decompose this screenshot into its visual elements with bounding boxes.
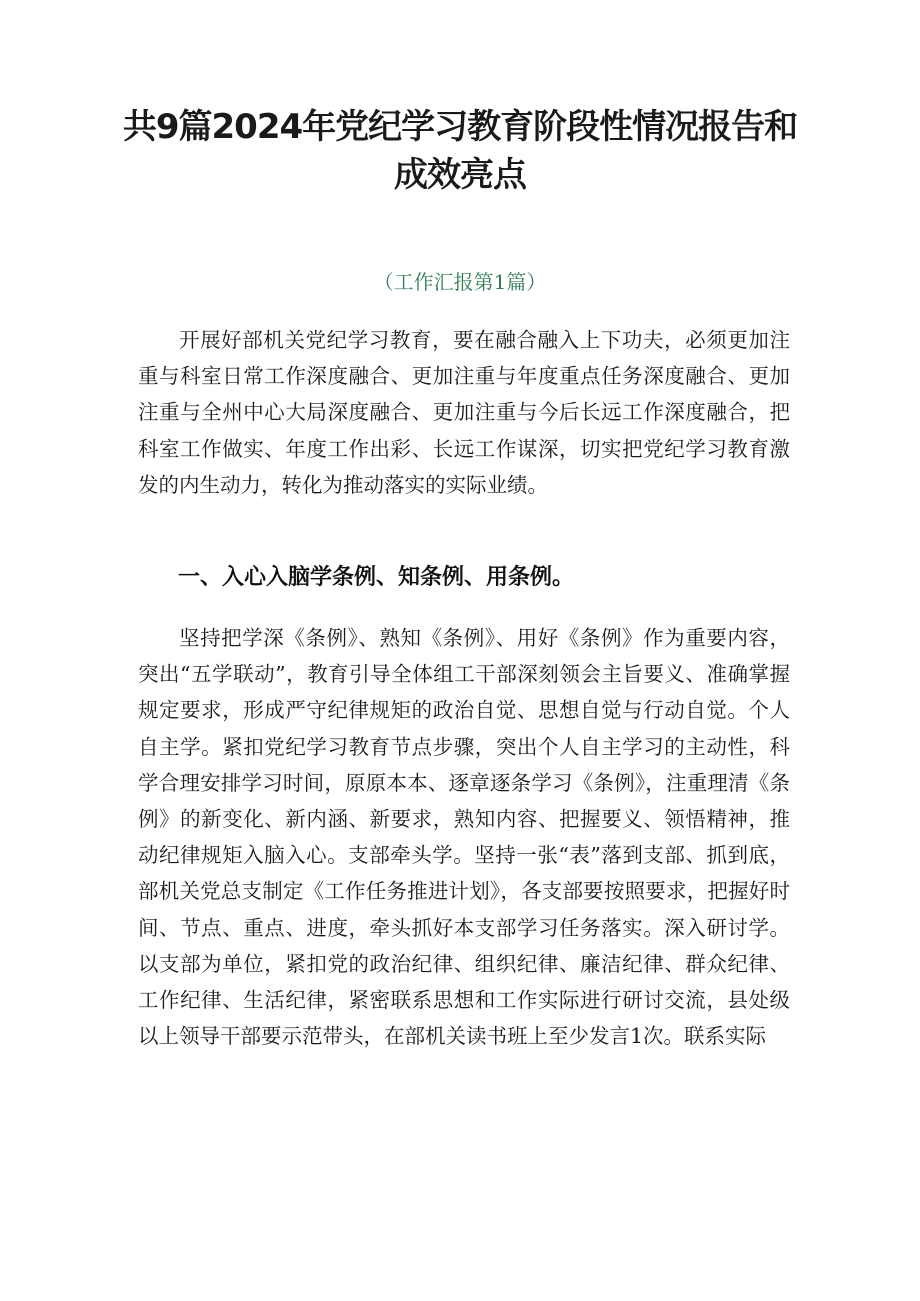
body-paragraph: 坚持把学深《条例》、熟知《条例》、用好《条例》作为重要内容，突出“五学联动”，教育引导全体组工干部深刻领会主旨要义、准确掌握规定要求，形成严守纪律规矩的政治自觉、思想自觉与行动自觉。个人自主学。紧扣党纪学习教育节点步骤，突出个人自主学习的主动性，科学合理安排学习时间，原原本本、逐章逐条学习《条例》，注重理清《条例》的新变化、新内涵、新要求，熟知内容、把握要义、领悟精神，推动纪律规矩入脑入心。支部牵头学。坚持一张“表”落到支部、抓到底，部机关党总支制定《工作任务推进计划》，各支部要按照要求，把握好时间、节点、重点、进度，牵头抓好本支部学习任务落实。深入研讨学。以支部为单位，紧扣党的政治纪律、组织纪律、廉洁纪律、群众纪律、工作纪律、生活纪律，紧密联系思想和工作实际进行研讨交流，县处级以上领导干部要示范带头，在部机关读书班上至少发言1次。联系实际: [138, 626, 790, 1049]
document-title: 共9篇2024年党纪学习教育阶段性情况报告和成效亮点: [122, 107, 798, 195]
section-heading: 一、入心入脑学条例、知条例、用条例。: [178, 565, 575, 590]
document-subtitle: （工作汇报第1篇）: [373, 270, 547, 294]
intro-paragraph: 开展好部机关党纪学习教育，要在融合融入上下功夫，必须更加注重与科室日常工作深度融合、更加注重与年度重点任务深度融合、更加注重与全州中心大局深度融合、更加注重与今后长远工作深度融合，把科室工作做实、年度工作出彩、长远工作谋深，切实把党纪学习教育激发的内生动力，转化为推动落实的实际业绩。: [138, 328, 790, 497]
